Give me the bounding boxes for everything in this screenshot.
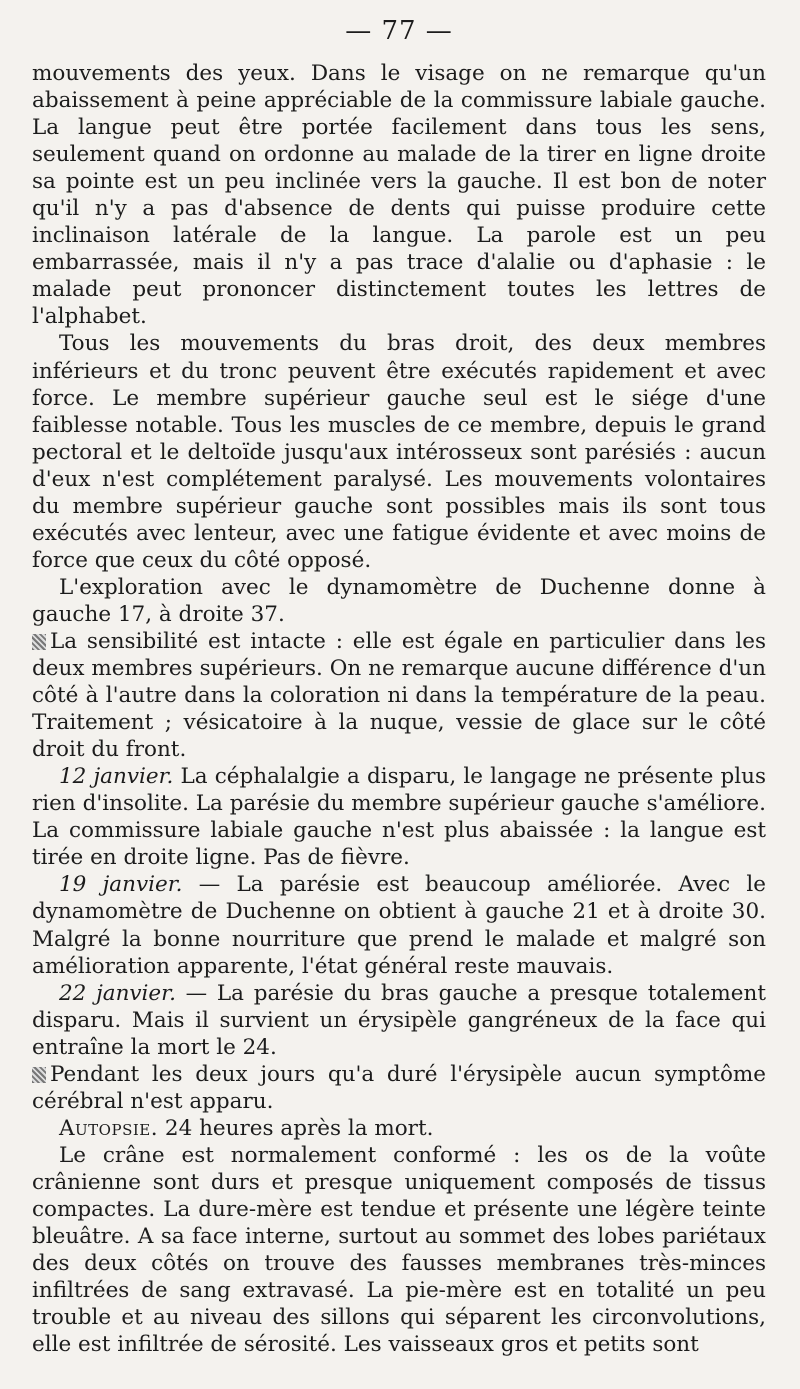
paragraph: mouvements des yeux. Dans le visage on ne remarque qu'un abaissement à peine appréciable de la commissure labiale gauche. La langue peut être portée facilement dans tous les sens, seulement quand on ordonne au malade de la tirer en ligne droite sa pointe est un peu inclinée vers la gauche. Il est bon de noter qu'il n'y a pas d'absence de dents qui puisse produire cette inclinaison latérale de la langue. La parole est un peu embarrassée, mais il n'y a pas trace d'alalie ou d'aphasie : le malade peut prononcer distinctement toutes les lettres de l'alphabet. [32, 61, 766, 330]
ink-stain-icon [32, 634, 46, 650]
entry-date: 19 janvier. [59, 872, 183, 898]
paragraph [32, 1061, 766, 1115]
page-number: — 77 — [345, 16, 453, 46]
entry-text: — La parésie du bras gauche a presque totalement disparu. Mais il survient un érysipèle gangréneux de la face qui entraîne la mort le 24. [32, 980, 766, 1060]
diary-entry [32, 980, 766, 1061]
diary-entry [32, 871, 766, 979]
entry-text: — La parésie est beaucoup améliorée. Avec le dynamomètre de Duchenne on obtient à gauche 21 et à droite 30. Malgré la bonne nourriture que prend le malade et malgré son amélioration apparente, l'état général reste mauvais. [32, 872, 766, 979]
paragraph [32, 628, 766, 763]
autopsy-heading [32, 1115, 766, 1142]
entry-text: La céphalalgie a disparu, le langage ne présente plus rien d'insolite. La parésie du membre supérieur gauche s'améliore. La commissure labiale gauche n'est plus abaissée : la langue est tirée en droite ligne. Pas de fièvre. [32, 764, 766, 871]
body-text [32, 60, 766, 1358]
autopsy-label: Autopsie. [59, 1115, 159, 1141]
ink-stain-icon [32, 1067, 46, 1083]
paragraph: L'exploration avec le dynamomètre de Duchenne donne à gauche 17, à droite 37. [32, 574, 766, 627]
entry-date: 12 janvier. [59, 764, 174, 790]
autopsy-time: 24 heures après la mort. [158, 1115, 434, 1141]
paragraph: Le crâne est normalement conformé : les os de la voûte crânienne sont durs et presque uniquement composés de tissus compactes. La dure-mère est tendue et présente une légère teinte bleuâtre. A sa face interne, surtout au sommet des lobes pariétaux des deux côtés on trouve des fausses membranes très-minces infiltrées de sang extravasé. La pie-mère est en totalité un peu trouble et au niveau des sillons qui séparent les circonvolutions, elle est infiltrée de sérosité. Les vaisseaux gros et petits sont [32, 1142, 766, 1358]
paragraph-text: La sensibilité est intacte : elle est égale en particulier dans les deux membres supérieurs. On ne remarque aucune différence d'un côté à l'autre dans la coloration ni dans la température de la peau. Traitement ; vésicatoire à la nuque, vessie de glace sur le côté droit du front. [32, 628, 766, 763]
entry-date: 22 janvier. [59, 980, 176, 1006]
paragraph: Tous les mouvements du bras droit, des deux membres inférieurs et du tronc peuvent être exécutés rapidement et avec force. Le membre supérieur gauche seul est le siége d'une faiblesse notable. Tous les muscles de ce membre, depuis le grand pectoral et le deltoïde jusqu'aux intérosseux sont parésiés : aucun d'eux n'est complétement paralysé. Les mouvements volontaires du membre supérieur gauche sont possibles mais ils sont tous exécutés avec lenteur, avec une fatigue évidente et avec moins de force que ceux du côté opposé. [32, 331, 766, 573]
diary-entry [32, 763, 766, 871]
paragraph-text: Pendant les deux jours qu'a duré l'érysipèle aucun symptôme cérébral n'est apparu. [32, 1061, 766, 1114]
